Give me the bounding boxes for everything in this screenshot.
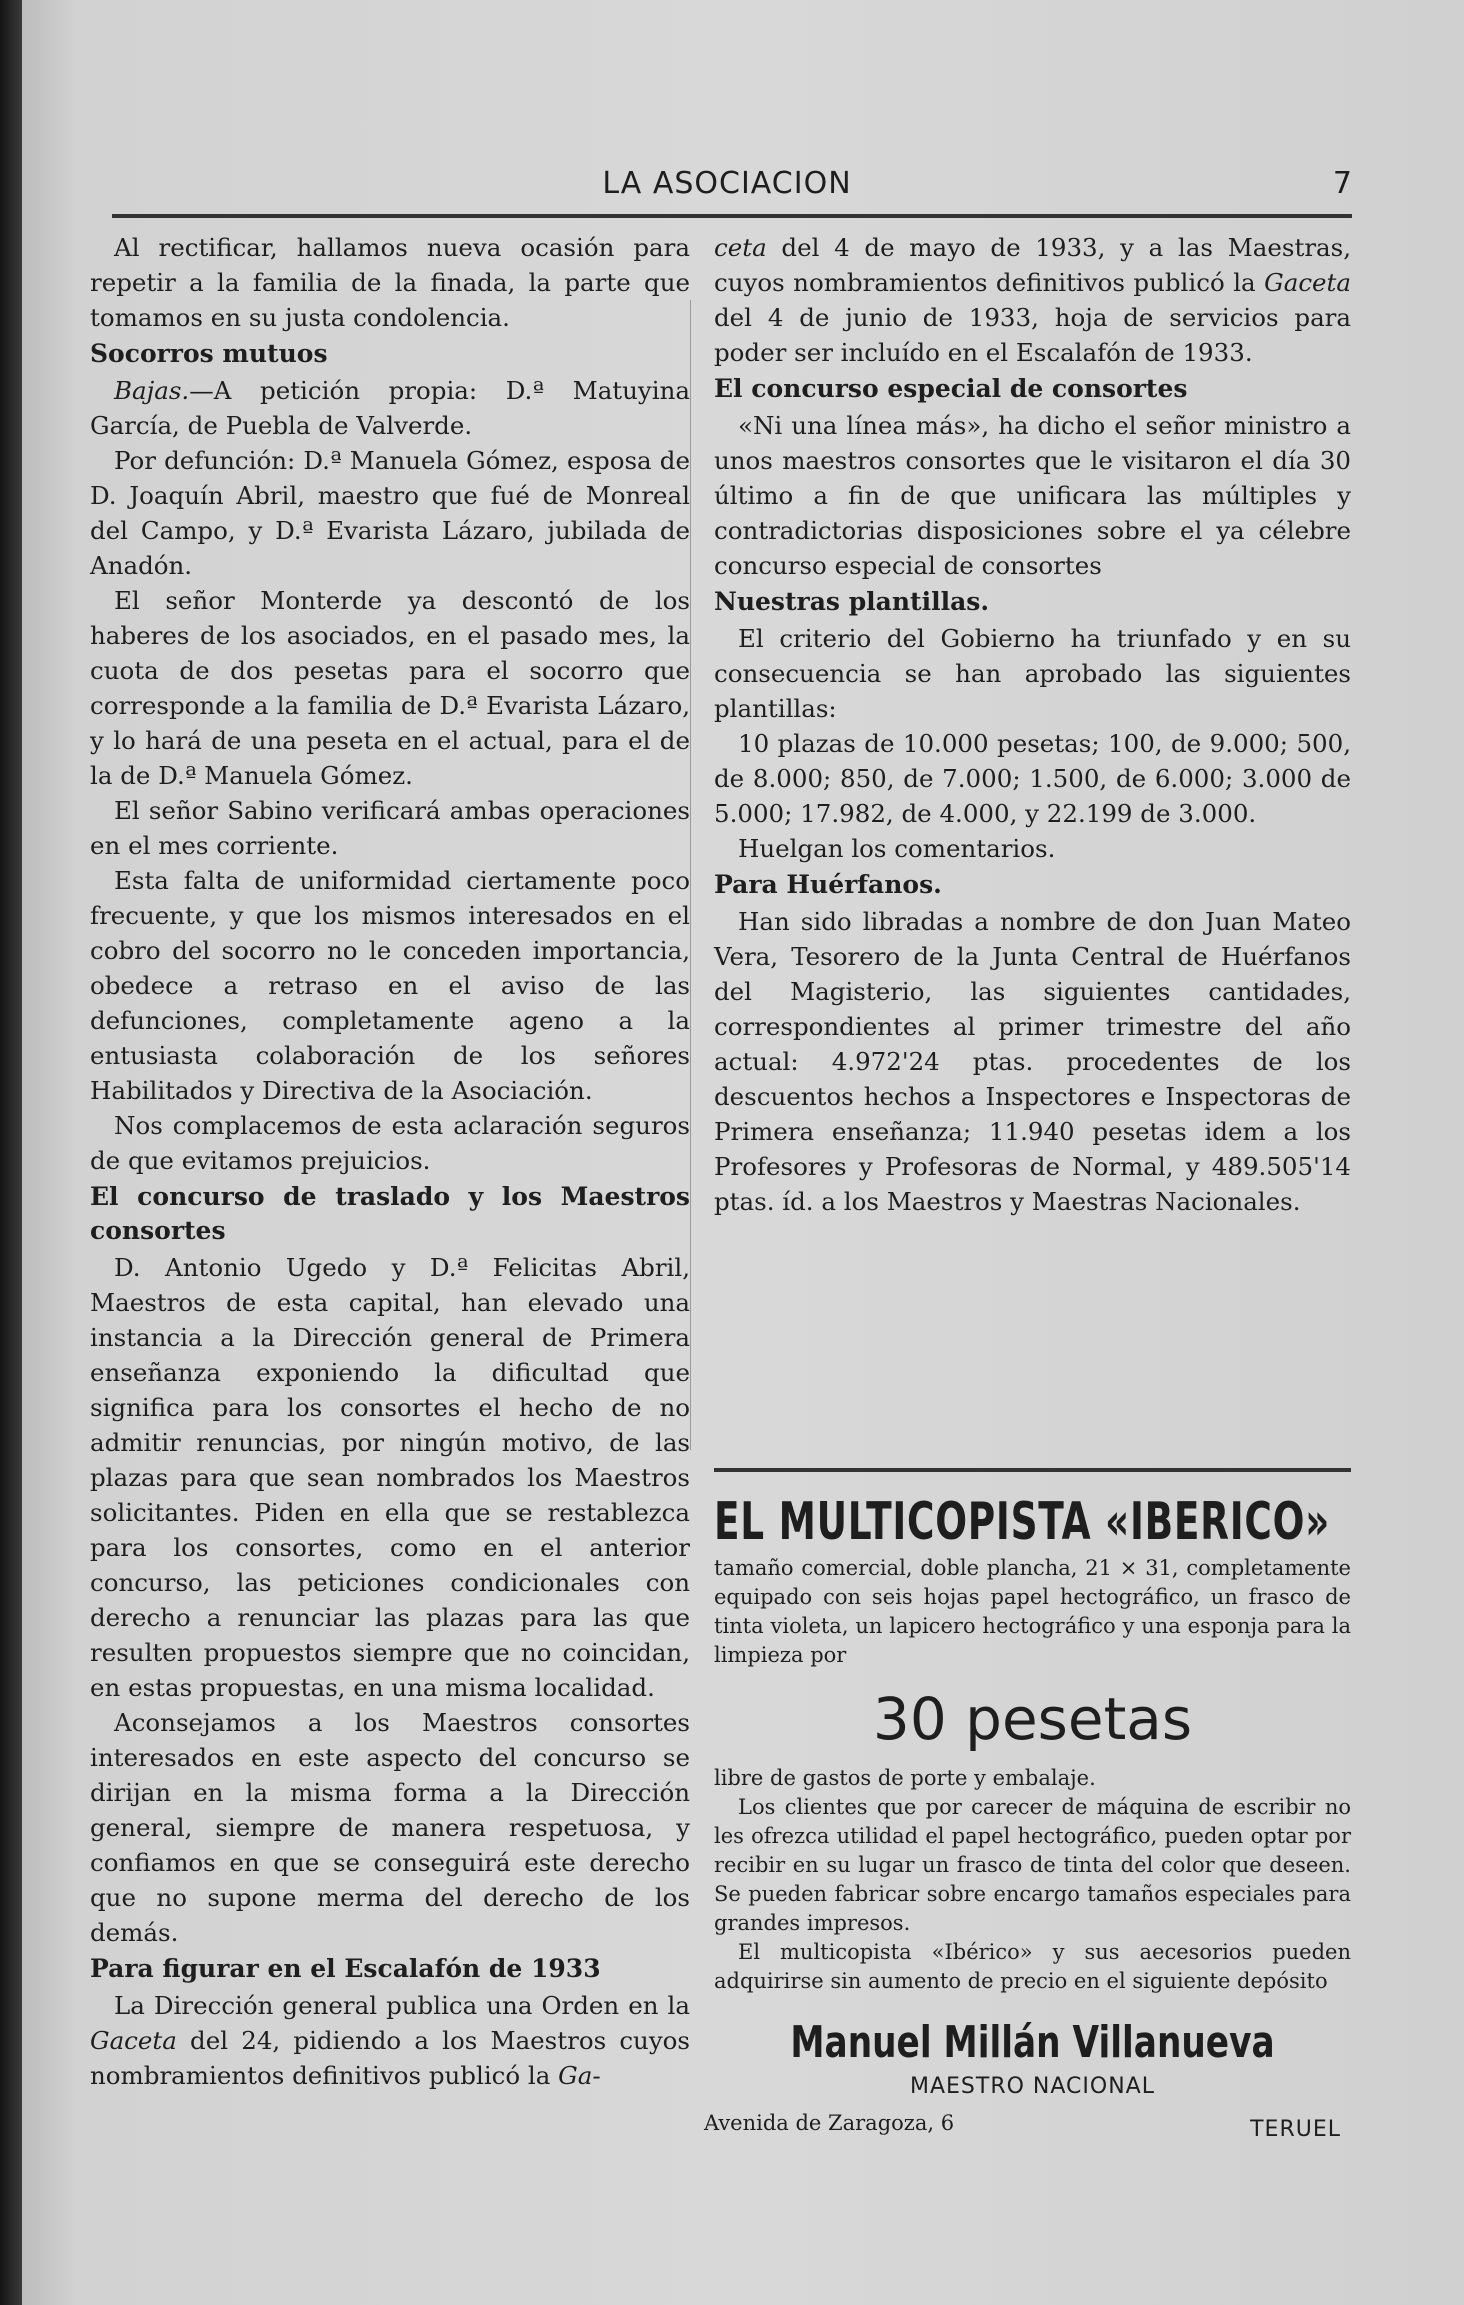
newspaper-page (22, 0, 1464, 2305)
ad-clientes: Los clientes que por carecer de máquina de escribir no les ofrezca utilidad el papel hectográfico, pueden optar por recibir en su lugar un frasco de tinta del color que deseen. Se pueden fabricar sobre encargo tamaños especiales para grandes impresos. (714, 1795, 1351, 1935)
section-heading-plantillas: Nuestras plantillas. (714, 587, 990, 616)
paragraph: Huelgan los comentarios. (738, 834, 1056, 863)
paragraph: Nos complacemos de esta aclaración seguros de que evitamos prejuicios. (90, 1111, 690, 1175)
page-header (102, 166, 1352, 226)
section-heading-especial: El concurso especial de consortes (714, 374, 1188, 403)
book-spine (0, 0, 22, 2305)
section-heading-huerfanos: Para Huérfanos. (714, 870, 942, 899)
paragraph: El señor Sabino verificará ambas operaciones en el mes corriente. (90, 796, 690, 860)
bajas-text: —A petición propia: D.ª Matuyina García, de Puebla de Valverde. (90, 376, 690, 440)
ad-description: tamaño comercial, doble plancha, 21 × 31, completamente equipado con seis hojas papel hectográfico, un frasco de tinta violeta, un lapicero hectográfico y una esponja para la limpieza por (714, 1556, 1351, 1667)
paragraph: Al rectificar, hallamos nueva ocasión para repetir a la familia de la finada, la parte que tomamos en su justa condolencia. (90, 233, 690, 332)
gaceta-italic: Gaceta (1264, 268, 1351, 297)
header-rule (112, 214, 1352, 218)
paragraph: 10 plazas de 10.000 pesetas; 100, de 9.000; 500, de 8.000; 850, de 7.000; 1.500, de 6.000; 3.000 de 5.000; 17.982, de 4.000, y 22.199 de 3.000. (714, 729, 1351, 828)
paragraph: El señor Monterde ya descontó de los haberes de los asociados, en el pasado mes, la cuota de dos pesetas para el socorro que corresponde a la familia de D.ª Evarista Lázaro, y lo hará de una peseta en el actual, para el de la de D.ª Manuela Gómez. (90, 586, 690, 790)
ad-rule (714, 1468, 1351, 1472)
text-run: La Dirección general publica una Orden en la (114, 1991, 690, 2020)
paragraph-bajas (90, 373, 690, 443)
paragraph: D. Antonio Ugedo y D.ª Felicitas Abril, Maestros de esta capital, han elevado una instancia a la Dirección general de Primera enseñanza exponiendo la dificultad que significa para los consortes el hecho de no admitir renuncias, por ningún motivo, de las plazas para que sean nombrados los Maestros solicitantes. Piden en ella que se restablezca para los consortes, como en el anterior concurso, las peticiones condicionales con derecho a renunciar las plazas para las que resulten propuestos siempre que no coincidan, en estas propuestas, en una misma localidad. (90, 1253, 690, 1702)
text-run: del 4 de mayo de 1933, y a las Maestras, cuyos nombramientos definitivos publicó la (714, 233, 1351, 297)
paragraph-direccion (90, 1988, 690, 2093)
page-number: 7 (1332, 166, 1352, 201)
paragraph: El criterio del Gobierno ha triunfado y en su consecuencia se han aprobado las siguientes plantillas: (714, 624, 1351, 723)
text-run: del 4 de junio de 1933, hoja de servicios para poder ser incluído en el Escalafón de 1933. (714, 303, 1351, 367)
gaceta-hyphen: Ga- (558, 2061, 601, 2090)
paragraph: «Ni una línea más», ha dicho el señor ministro a unos maestros consortes que le visitaron el día 30 último a fin de que unificara las múltiples y contradictorias disposiciones sobre el ya célebre concurso especial de consortes (714, 411, 1351, 580)
advertisement (704, 1468, 1351, 2143)
paragraph: Han sido libradas a nombre de don Juan Mateo Vera, Tesorero de la Junta Central de Huérfanos del Magisterio, las siguientes cantidades, correspondientes al primer trimestre del año actual: 4.972'24 ptas. procedentes de los descuentos hechos a Inspectores e Inspectoras de Primera enseñanza; 11.940 pesetas idem a los Profesores y Profesoras de Normal, y 489.505'14 ptas. íd. a los Maestros y Maestras Nacionales. (714, 907, 1351, 1216)
section-heading-escalafon: Para figurar en el Escalafón de 1933 (90, 1954, 601, 1983)
column-divider (690, 300, 691, 1450)
paragraph: Esta falta de uniformidad ciertamente poco frecuente, y que los mismos interesados en el cobro del socorro no le conceden importancia, obedece a retraso en el aviso de las defunciones, completamente ageno a la entusiasta colaboración de los señores Habilitados y Directiva de la Asociación. (90, 866, 690, 1105)
ad-price: 30 pesetas (872, 1685, 1193, 1753)
bajas-label: Bajas. (114, 376, 190, 405)
paragraph-continued (714, 230, 1351, 370)
left-column (90, 230, 690, 2093)
text-run: del 24, pidiendo a los Maestros cuyos nombramientos definitivos publicó la (90, 2026, 690, 2090)
paragraph: Por defunción: D.ª Manuela Gómez, esposa de D. Joaquín Abril, maestro que fué de Monreal del Campo, y D.ª Evarista Lázaro, jubilada de Anadón. (90, 446, 690, 580)
right-column (714, 230, 1351, 1219)
section-heading-socorros: Socorros mutuos (90, 339, 328, 368)
section-heading-traslado: El concurso de traslado y los Maestros consortes (90, 1182, 690, 1245)
gaceta-continued: ceta (714, 233, 767, 262)
publication-title: LA ASOCIACION (602, 166, 852, 201)
ad-seller: Manuel Millán Villanueva (790, 2017, 1275, 2068)
ad-seller-role: MAESTRO NACIONAL (910, 2074, 1155, 2099)
ad-title: EL MULTICOPISTA «IBERICO» (714, 1492, 1331, 1552)
gaceta-italic: Gaceta (90, 2026, 177, 2055)
ad-accesorios: El multicopista «Ibérico» y sus aecesorios pueden adquirirse sin aumento de precio en el siguiente depósito (714, 1940, 1351, 1993)
ad-address-line (704, 2109, 1351, 2143)
paragraph: Aconsejamos a los Maestros consortes interesados en este aspecto del concurso se dirijan en la misma forma a la Dirección general, siempre de manera respetuosa, y confiamos en que se conseguirá este derecho que no supone merma del derecho de los demás. (90, 1708, 690, 1947)
ad-city: TERUEL (1250, 2117, 1341, 2142)
ad-shipping: libre de gastos de porte y embalaje. (714, 1766, 1096, 1790)
ad-street: Avenida de Zaragoza, 6 (704, 2111, 955, 2135)
